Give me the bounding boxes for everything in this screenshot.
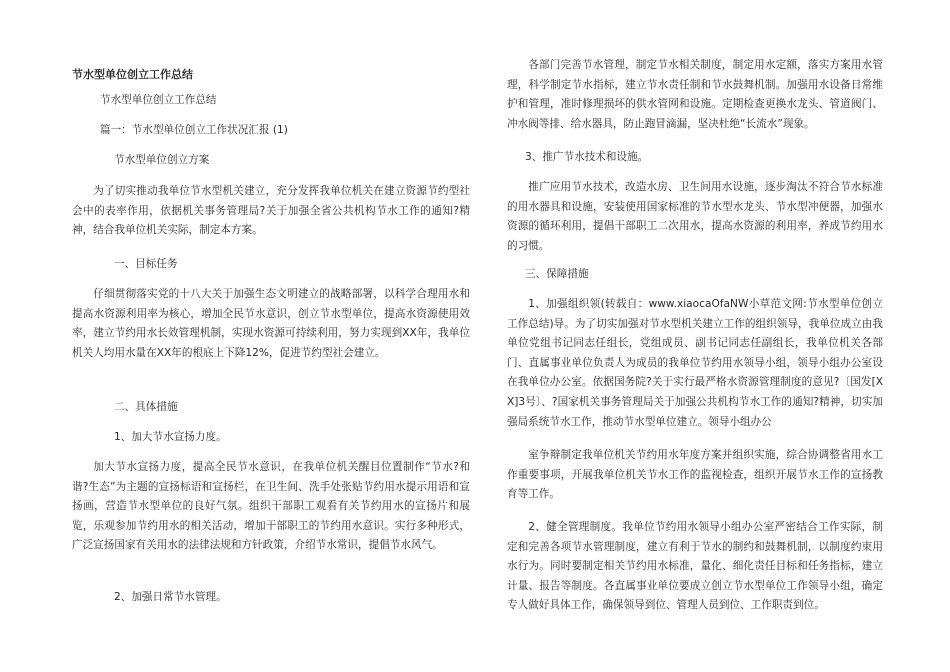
part-heading: 篇一：节水型单位创立工作状况汇报 (1) [100, 124, 288, 136]
management-paragraph: 各部门完善节水管理，制定节水相关制度，制定用水定额，落实方案用水管理，科学制定节水指标，建立节水责任制和节水鼓舞机制。加强用水设备日常维护和管理，准时修理损坏的供水管网和设施。定期检查更换水龙头、管道阀门、冲水阀等排、给水器具，防止跑冒滴漏，坚决杜绝“长流水”现象。 [507, 59, 883, 130]
intro-paragraph: 为了切实推动我单位节水型机关建立，充分发挥我单位机关在建立资源节约型社会中的表率作用，依据机关事务管理局?关于加强全省公共机构节水工作的通知?精神，结合我单位机关实际，制定本方案。 [72, 185, 470, 237]
subtitle: 节水型单位创立工作总结 [100, 94, 217, 106]
plan-title: 节水型单位创立方案 [114, 154, 210, 166]
safeguard-1-paragraph: 1、加强组织领(转载自：www.xiaocaOfaNW小草范文网:节水型单位创立工作总结)导。为了切实加强对节水型机关建立工作的组织领导，我单位成立由我单位党组书记同志任组长，党组成员、副书记同志任副组长，我单位机关各部门、直属事业单位负责人为成员的我单位节约用水领导小组，领导小组办公室设在我单位办公室。依据国务院?关于实行最严格水资源管理制度的意见?〔国发[XX]3号〕、?国家机关事务管理局关于加强公共机构节水工作的通知?精神，切实加强局系统节水工作，推动节水型单位建立。领导小组办公 [507, 298, 883, 428]
section-heading-measures: 二、具体措施 [114, 401, 178, 413]
section-heading-goals: 一、目标任务 [114, 258, 178, 270]
measure-3-paragraph: 推广应用节水技术，改造水房、卫生间用水设施，逐步淘汰不符合节水标准的用水器具和设施，安装使用国家标准的节水型水龙头、节水型冲便器，加强水资源的循环利用，提倡干部职工二次用水，提高水资源的利用率，养成节约用水的习惯。 [507, 181, 883, 252]
measure-3-heading: 3、推广节水技术和设施。 [525, 151, 649, 163]
section-heading-safeguards: 三、保障措施 [525, 268, 589, 280]
document-title: 节水型单位创立工作总结 [72, 68, 193, 81]
measure-1-paragraph: 加大节水宣扬力度，提高全民节水意识，在我单位机关醒目位置制作“节水?和谐?生态”为主题的宣扬标语和宣扬栏，在卫生间、洗手处张贴节约用水提示用语和宣扬画，营造节水型单位的良好气氛。组织干部职工观看有关节约用水的宣扬片和展览，乐观参加节约用水的相关活动，增加干部职工的节约用水意识。实行多种形式，广泛宣扬国家有关用水的法律法规和方针政策，介绍节水常识，提倡节水风气。 [72, 461, 470, 552]
measure-1-heading: 1、加大节水宣扬力度。 [114, 431, 227, 443]
goals-paragraph: 仔细贯彻落实党的十八大关于加强生态文明建立的战略部署，以科学合理用水和提高水资源利用率为核心，增加全民节水意识，创立节水型单位，提高水资源使用效率，建立节约用水长效管理机制，实现水资源可持续利用，努力实现到XX年，我单位机关人均用水量在XX年的根底上下降12%，促进节约型社会建立。 [72, 288, 470, 359]
measure-2-heading: 2、加强日常节水管理。 [114, 591, 227, 603]
safeguard-2-paragraph: 2、健全管理制度。我单位节约用水领导小组办公室严密结合工作实际，制定和完善各项节水管理制度，建立有利于节水的制约和鼓舞机制，以制度约束用水行为。同时要制定相关节约用水标准，量化、细化责任目标和任务指标，建立计量、报告等制度。各直属事业单位要成立创立节水型单位工作领导小组，确定专人做好具体工作，确保领导到位、管理人员到位、工作职责到位。 [507, 521, 883, 612]
safeguard-1-continued: 室争辩制定我单位机关节约用水年度方案并组织实施，综合协调整省用水工作重要事项，开展我单位机关节水工作的监视检查，组织开展节水工作的宣扬教育等工作。 [507, 449, 883, 501]
